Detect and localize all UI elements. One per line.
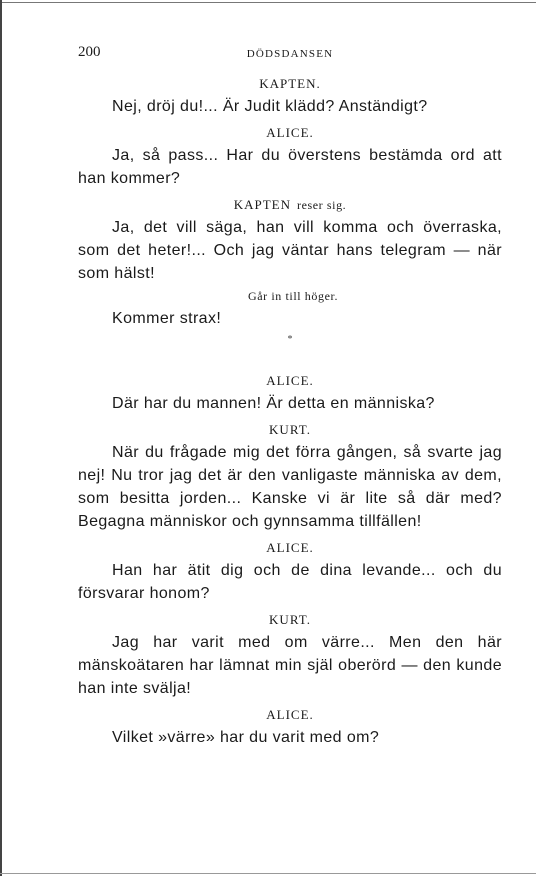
- play-text: [78, 73, 502, 749]
- dialogue-line: Nej, dröj du!... Är Judit klädd? Anständigt?: [112, 98, 428, 115]
- dialogue-line: Vilket »värre» har du varit med om?: [112, 729, 380, 746]
- dialogue-line: Ja, det vill säga, han vill komma och överraska, som det heter!... Och jag väntar hans telegram — när som hälst!: [78, 219, 502, 282]
- dialogue-line: Han har ätit dig och de dina levande... och du försvarar honom?: [78, 562, 502, 602]
- page-number: 200: [78, 44, 101, 60]
- dialogue-line: Jag har varit med om värre... Men den här mänskoätaren har lämnat min själ oberörd — den kunde han inte svälja!: [78, 634, 502, 697]
- speaker-label: KAPTEN.: [259, 76, 321, 91]
- dialogue-line: När du frågade mig det förra gången, så svarte jag nej! Nu tror jag det är den vanligaste människa av dem, som besitta jorden... Kanske vi är lite så där med? Begagna människor och gynnsamma tillfällen!: [78, 444, 502, 530]
- stage-direction-text: Går in till höger.: [247, 289, 339, 303]
- running-head: DÖDSDANSEN: [246, 48, 334, 60]
- dialogue-line: Ja, så pass... Har du överstens bestämda ord att han kommer?: [78, 147, 502, 187]
- speaker-label: ALICE.: [266, 540, 314, 555]
- speaker-label: ALICE.: [266, 125, 314, 140]
- stage-direction: [78, 285, 502, 307]
- top-edge-rule: [0, 2, 536, 3]
- speaker-with-direction: [78, 194, 502, 216]
- speaker-label: KAPTEN: [233, 197, 291, 212]
- page-header: [78, 44, 502, 64]
- speaker-label: KURT.: [269, 422, 311, 437]
- stage-direction: reser sig.: [296, 198, 347, 212]
- speaker-label: ALICE.: [266, 373, 314, 388]
- left-edge-rule: [0, 0, 2, 876]
- bottom-edge-rule: [0, 873, 536, 874]
- speaker-label: KURT.: [269, 612, 311, 627]
- speaker-label: ALICE.: [266, 707, 314, 722]
- dialogue-line: Där har du mannen! Är detta en människa?: [112, 395, 435, 412]
- scene-break-asterisk: *: [287, 334, 293, 345]
- dialogue-line: Kommer strax!: [112, 310, 222, 327]
